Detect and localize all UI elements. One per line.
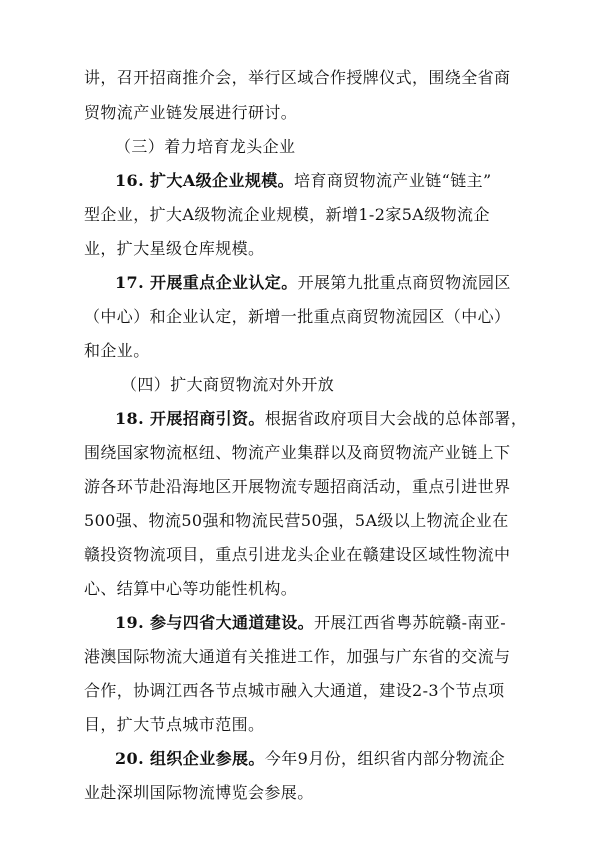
item-17-line	[115, 273, 511, 293]
paragraph-line: 目，扩大节点城市范围。	[84, 715, 265, 734]
paragraph-line: 业，扩大星级仓库规模。	[84, 239, 265, 258]
paragraph-line: （中心）和企业认定，新增一批重点商贸物流园区（中心）	[84, 307, 511, 326]
item-17-text: 开展第九批重点商贸物流园区	[297, 273, 511, 292]
item-16-title: 16. 扩大A级企业规模。	[115, 171, 295, 190]
item-16-line	[115, 171, 492, 191]
paragraph-line: 游各环节赴沿海地区开展物流专题招商活动，重点引进世界	[84, 477, 511, 496]
item-20-line	[115, 749, 505, 769]
paragraph-line: 讲，召开招商推介会，举行区域合作授牌仪式，围绕全省商	[84, 68, 511, 87]
item-19-line	[115, 613, 506, 633]
section-heading: （四）扩大商贸物流对外开放	[121, 375, 335, 394]
paragraph-line: 业赴深圳国际物流博览会参展。	[84, 783, 314, 802]
item-20-text: 今年9月份，组织省内部分物流企	[264, 749, 505, 768]
paragraph-line: 型企业，扩大A级物流企业规模，新增1-2家5A级物流企	[84, 205, 490, 224]
paragraph-line: 赣投资物流项目，重点引进龙头企业在赣建设区域性物流中	[84, 545, 511, 564]
paragraph-line: 贸物流产业链发展进行研讨。	[84, 103, 298, 122]
item-18-text: 根据省政府项目大会战的总体部署，	[264, 409, 528, 428]
item-18-title: 18. 开展招商引资。	[115, 409, 265, 428]
item-19-title: 19. 参与四省大通道建设。	[115, 613, 315, 632]
section-heading: （三）着力培育龙头企业	[115, 137, 296, 156]
item-18-line	[115, 409, 527, 429]
paragraph-line: 围绕国家物流枢纽、物流产业集群以及商贸物流产业链上下	[84, 443, 511, 462]
paragraph-line: 港澳国际物流大通道有关推进工作，加强与广东省的交流与	[84, 647, 511, 666]
item-20-title: 20. 组织企业参展。	[115, 749, 265, 768]
paragraph-line: 和企业。	[84, 341, 150, 360]
paragraph-line: 合作，协调江西各节点城市融入大通道，建设2-3个节点项	[84, 681, 505, 700]
item-17-title: 17. 开展重点企业认定。	[115, 273, 298, 292]
paragraph-line: 心、结算中心等功能性机构。	[84, 579, 298, 598]
item-16-text: 培育商贸物流产业链“链主”	[294, 171, 492, 190]
item-19-text: 开展江西省粤苏皖赣-南亚-	[314, 613, 507, 632]
paragraph-line: 500强、物流50强和物流民营50强，5A级以上物流企业在	[84, 511, 509, 530]
